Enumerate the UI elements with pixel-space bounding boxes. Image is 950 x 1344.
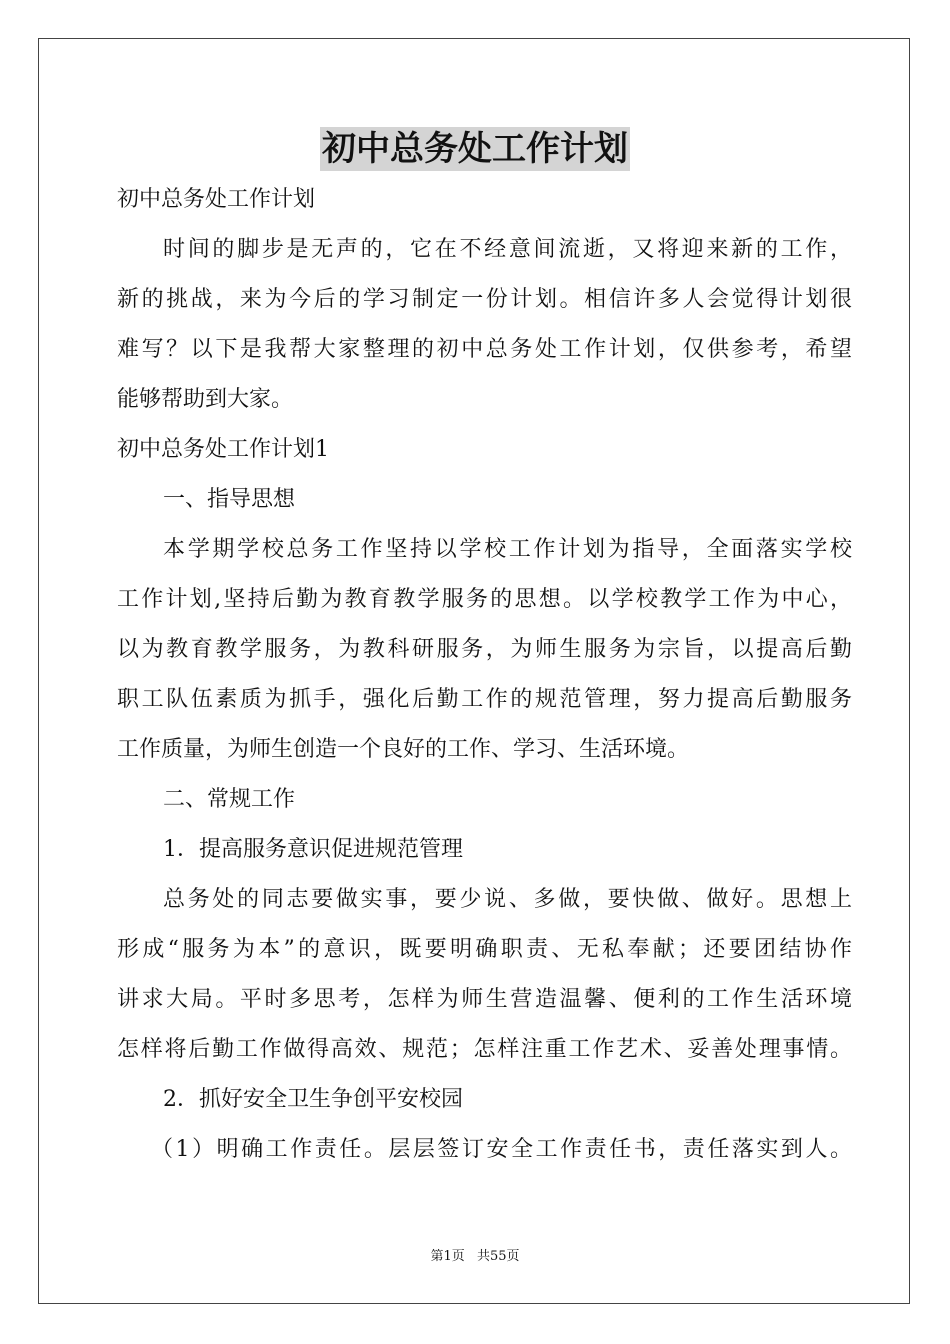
paragraph-line: （1）明确工作责任。层层签订安全工作责任书，责任落实到人。: [151, 1137, 852, 1162]
paragraph-line: 以为教育教学服务，为教科研服务，为师生服务为宗旨，以提高后勤: [117, 637, 852, 662]
page-total: 共55页: [476, 1249, 520, 1264]
paragraph-line: 本学期学校总务工作坚持以学校工作计划为指导，全面落实学校: [163, 537, 852, 562]
document-body: [117, 175, 852, 1175]
paragraph-line: 工作质量，为师生创造一个良好的工作、学习、生活环境。: [117, 737, 690, 762]
paragraph-line: 总务处的同志要做实事，要少说、多做，要快做、做好。思想上: [163, 887, 852, 912]
paragraph-line: 难写？以下是我帮大家整理的初中总务处工作计划，仅供参考，希望: [117, 337, 852, 362]
page-number: 第1页: [430, 1249, 465, 1264]
page-footer: [0, 1245, 950, 1264]
paragraph-line: 新的挑战，来为今后的学习制定一份计划。相信许多人会觉得计划很: [117, 287, 852, 312]
document-title: 初中总务处工作计划: [322, 129, 628, 169]
title-container: [0, 127, 950, 171]
section-heading: 二、常规工作: [163, 787, 296, 812]
paragraph-line: 怎样将后勤工作做得高效、规范；怎样注重工作艺术、妥善处理事情。: [117, 1037, 852, 1062]
subsection-heading: 1．提高服务意识促进规范管理: [163, 837, 463, 862]
paragraph-line: 能够帮助到大家。: [117, 387, 294, 412]
paragraph-line: 时间的脚步是无声的，它在不经意间流逝，又将迎来新的工作，: [163, 237, 852, 262]
section-heading: 一、指导思想: [163, 487, 296, 512]
subtitle-line: 初中总务处工作计划: [117, 187, 316, 212]
paragraph-line: 讲求大局。平时多思考，怎样为师生营造温馨、便利的工作生活环境: [117, 987, 852, 1012]
subsection-heading: 2．抓好安全卫生争创平安校园: [163, 1087, 463, 1112]
paragraph-line: 职工队伍素质为抓手，强化后勤工作的规范管理，努力提高后勤服务: [117, 687, 852, 712]
section-heading: 初中总务处工作计划1: [117, 437, 329, 462]
paragraph-line: 形成“服务为本”的意识，既要明确职责、无私奉献；还要团结协作: [117, 937, 852, 962]
paragraph-line: 工作计划,坚持后勤为教育教学服务的思想。以学校教学工作为中心，: [117, 587, 852, 612]
